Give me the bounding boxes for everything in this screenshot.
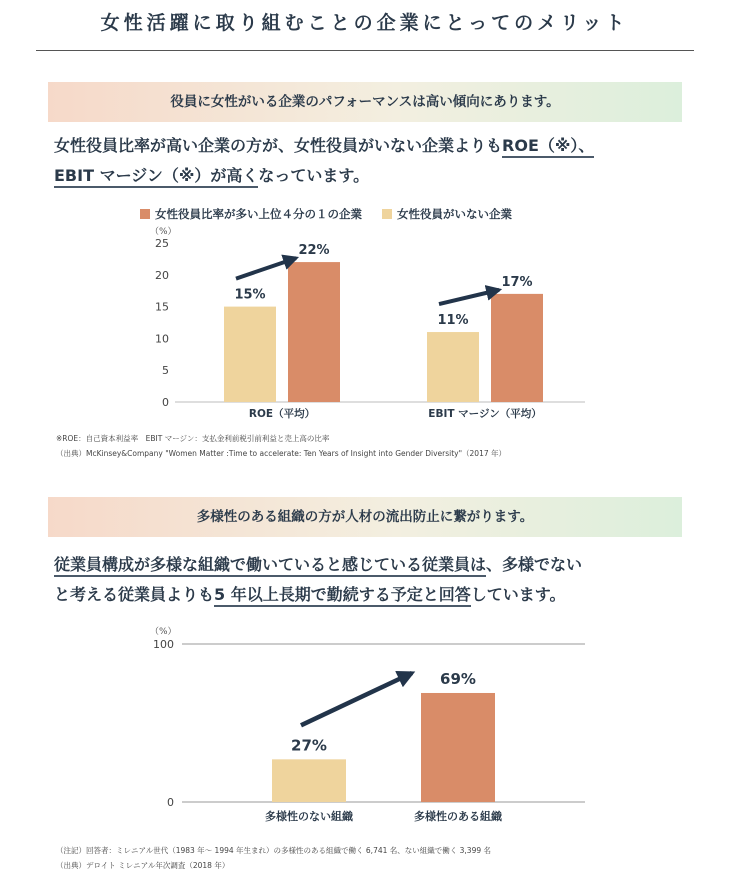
- y-tick-label-0: 0: [167, 796, 174, 809]
- y-tick-label-15: 15: [155, 300, 169, 314]
- bar-0: [272, 759, 346, 802]
- legend-label-high: 女性役員比率が多い上位４分の１の企業: [155, 207, 362, 221]
- y-tick-label-5: 5: [162, 364, 169, 378]
- y-tick-label-20: 20: [155, 268, 169, 282]
- legend-item-none: [382, 206, 512, 222]
- bar-none-0: [224, 307, 276, 402]
- section1-note1: ※ROE：自己資本利益率 EBIT マージン：支払金利前税引前利益と売上高の比率: [56, 434, 330, 443]
- chart2-unit: （%）: [150, 627, 177, 637]
- section2-lead-part3: しています。: [470, 585, 566, 604]
- page-title: 女性活躍に取り組むことの企業にとってのメリット: [100, 12, 629, 34]
- y-tick-label-10: 10: [155, 332, 169, 346]
- x-tick-label-1: EBIT マージン（平均）: [428, 408, 542, 420]
- section1-lead-part1: 女性役員比率が高い企業の方が、女性役員がいない企業よりも: [54, 136, 503, 155]
- x-tick-label-1: 多様性のある組織: [414, 810, 502, 823]
- chart1-legend: [140, 206, 512, 222]
- section2-lead: [54, 550, 694, 610]
- section2-note1: （注記）回答者：ミレニアル世代（1983 年～ 1994 年生まれ）の多様性のある組織で働く 6,741 名、ない組織で働く 3,399 名: [56, 846, 492, 855]
- data-label-none-0: 15%: [234, 287, 266, 303]
- section1-banner: 役員に女性がいる企業のパフォーマンスは高い傾向にあります。: [48, 82, 682, 122]
- section2-lead-underline1: 従業員構成が多様な組織で働いていると感じている従業員は: [54, 555, 486, 577]
- section2-note2: （出典）デロイト ミレニアル年次調査（2018 年）: [56, 861, 230, 870]
- increase-arrow: [301, 673, 412, 725]
- section2-lead-part1: 、多様でない: [486, 555, 583, 574]
- chart1-roe-ebit: [0, 232, 729, 432]
- data-label-high-0: 22%: [298, 243, 330, 259]
- legend-item-high: [140, 206, 362, 222]
- y-tick-label-0: 0: [162, 396, 169, 409]
- bar-high-0: [288, 262, 340, 402]
- bar-1: [421, 693, 495, 802]
- bar-high-1: [491, 294, 543, 402]
- increase-arrow-0: [236, 258, 296, 279]
- section2-lead-part2: と考える従業員よりも: [54, 585, 215, 604]
- section2-banner: 多様性のある組織の方が人材の流出防止に繋がります。: [48, 497, 682, 537]
- data-label-high-1: 17%: [501, 274, 533, 290]
- section1-lead-underline1: ROE（※）、: [502, 136, 594, 158]
- title-divider: [36, 50, 694, 51]
- data-label-none-1: 11%: [437, 313, 469, 329]
- legend-swatch-high: [140, 209, 150, 219]
- increase-arrow-1: [439, 290, 499, 304]
- y-tick-label-25: 25: [155, 237, 169, 250]
- data-label-0: 27%: [291, 736, 327, 755]
- data-label-1: 69%: [440, 669, 476, 688]
- section1-lead-part2: なっています。: [258, 166, 370, 185]
- x-tick-label-0: 多様性のない組織: [265, 810, 353, 823]
- section1-lead: [54, 131, 694, 191]
- chart2-retention: [0, 630, 729, 830]
- x-tick-label-0: ROE（平均）: [248, 408, 316, 420]
- section1-note2: （出典）McKinsey&Company "Women Matter :Time to accelerate: Ten Years of Insight into Gender Diversity"（2017 年）: [56, 449, 506, 458]
- section2-lead-underline2: 5 年以上長期で勤続する予定と回答: [214, 585, 471, 607]
- chart1-unit: （%）: [150, 227, 177, 237]
- legend-swatch-none: [382, 209, 392, 219]
- legend-label-none: 女性役員がいない企業: [397, 207, 512, 221]
- y-tick-label-100: 100: [153, 638, 174, 651]
- bar-none-1: [427, 332, 479, 402]
- section1-lead-underline2: EBIT マージン（※）が高く: [54, 166, 258, 188]
